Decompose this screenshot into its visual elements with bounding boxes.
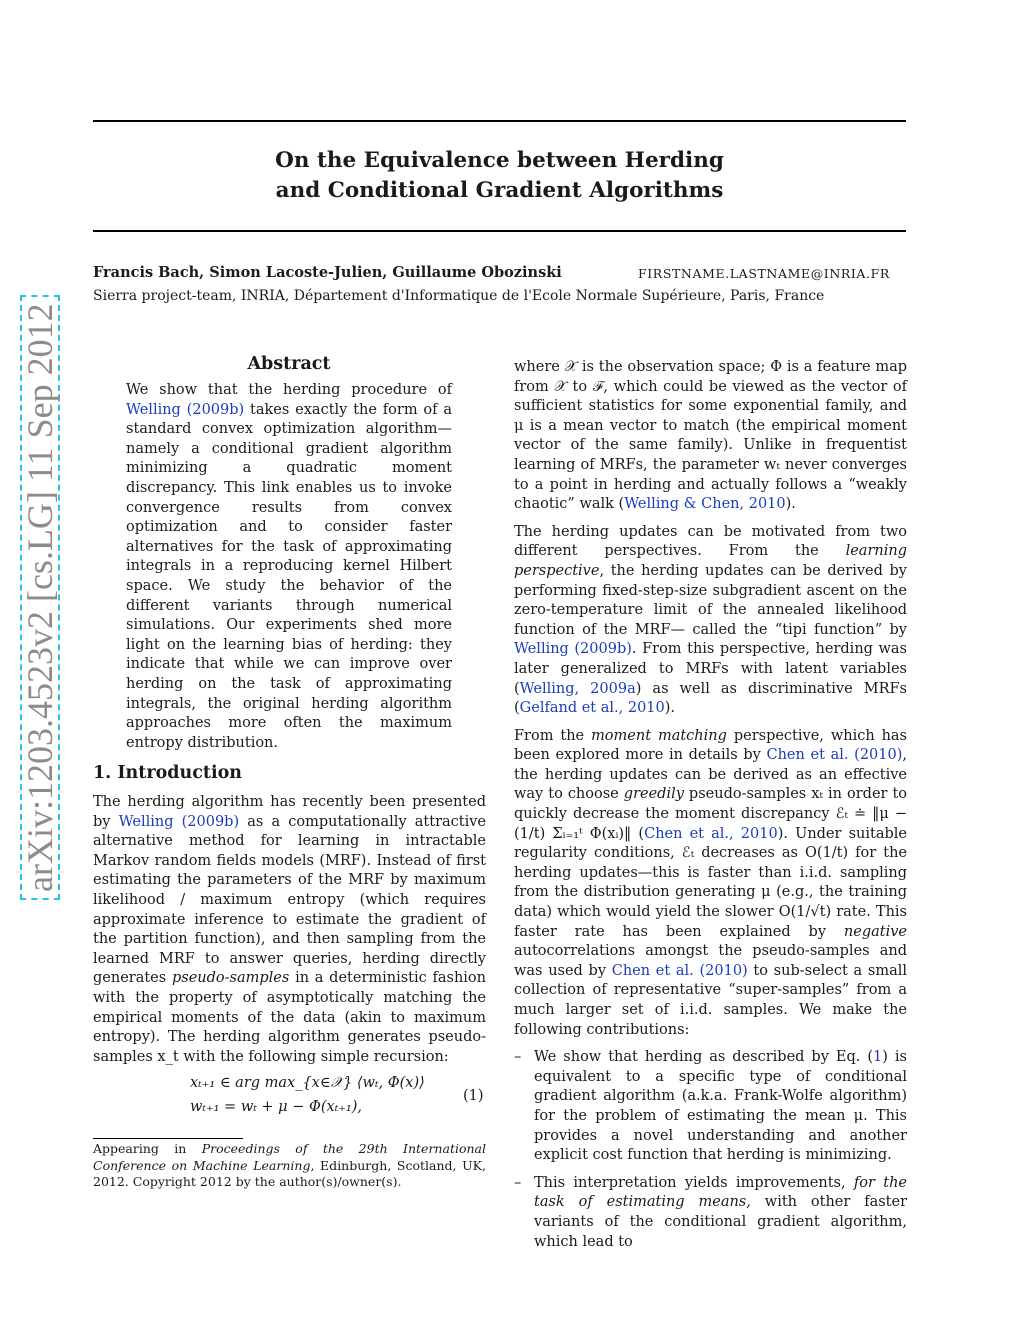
- citation-link[interactable]: Chen et al., 2010: [644, 825, 778, 842]
- text: From the: [514, 727, 585, 744]
- equation-link[interactable]: 1: [873, 1049, 883, 1066]
- citation-link[interactable]: Welling, 2009a: [519, 680, 636, 697]
- text: perspective, which has been explored more in details by: [514, 727, 908, 764]
- citation-link[interactable]: Chen et al. (2010): [766, 747, 903, 764]
- footnote-venue: Proceedings of the 29th International Conference on Machine Learning: [93, 1141, 486, 1173]
- list-dash: –: [514, 1174, 522, 1191]
- citation-link[interactable]: Gelfand et al., 2010: [519, 700, 665, 717]
- affiliation: Sierra project-team, INRIA, Département d'Informatique de l'Ecole Normale Supérieure, Paris, France: [93, 288, 825, 304]
- paragraph-1: [514, 358, 907, 515]
- equation-1: [190, 1071, 490, 1119]
- paragraph-2: [514, 523, 907, 719]
- equation-number: (1): [463, 1088, 484, 1104]
- footnote-prefix: Appearing in: [93, 1141, 187, 1156]
- intro-heading: 1. Introduction: [93, 763, 242, 783]
- footnote: [93, 1141, 486, 1191]
- text: . From this perspective, herding was later generalized to MRFs with latent variables (: [514, 641, 907, 697]
- contributions-list: [514, 1048, 907, 1252]
- text: where 𝒳 is the observation space; Φ is a feature map from 𝒳 to ℱ, which could be viewed as the vector of sufficient statistics for some exponential family, and μ is a mean vector to match (the empirical moment vector of the same family). Unlike in frequentist learning of MRFs, the parameter wₜ never converges to a point in herding and actually follows a “weakly chaotic” walk (: [514, 359, 907, 513]
- right-column: [514, 358, 907, 1260]
- title-line-2: and Conditional Gradient Algorithms: [275, 178, 724, 203]
- paragraph-3: [514, 727, 907, 1041]
- text: This interpretation yields improvements,: [534, 1174, 846, 1191]
- emphasis: learning perspective: [514, 543, 907, 579]
- text: ) is equivalent to a specific type of conditional gradient algorithm (a.k.a. Frank-Wolfe algorithm) for the problem of estimating the mean μ. This provides a novel understanding and another explicit cost function that herding is minimizing.: [534, 1049, 907, 1164]
- abstract-heading: Abstract: [247, 354, 331, 374]
- text: autocorrelations amongst the pseudo-samples and was used by: [514, 943, 907, 979]
- email: FIRSTNAME.LASTNAME@INRIA.FR: [638, 266, 890, 281]
- text: We show that herding as described by Eq. (: [534, 1049, 874, 1066]
- paper-title: [93, 146, 906, 206]
- arxiv-stamp: arXiv:1203.4523v2 [cs.LG] 11 Sep 2012: [20, 295, 60, 900]
- intro-body: [93, 793, 486, 1067]
- emphasis: moment matching: [591, 727, 727, 744]
- citation-link[interactable]: Chen et al. (2010): [611, 962, 748, 979]
- abstract-text-1: We show that the herding procedure of: [126, 382, 452, 398]
- text: ).: [664, 700, 676, 717]
- intro-text-1: The herding algorithm has recently been presented by: [93, 794, 486, 830]
- emphasis: greedily: [623, 786, 684, 803]
- citation-link[interactable]: Welling (2009b): [126, 401, 245, 418]
- text: ) as well as discriminative MRFs (: [514, 680, 907, 717]
- text: with other faster variants of the conditional gradient algorithm, which lead to: [534, 1194, 908, 1250]
- text: , the herding updates can be derived as an effective way to choose: [514, 747, 907, 803]
- emphasis: for the task of estimating means,: [534, 1174, 908, 1211]
- citation-link[interactable]: Welling & Chen, 2010: [624, 496, 786, 513]
- footnote-rule: [93, 1138, 243, 1139]
- citation-link[interactable]: Welling (2009b): [514, 641, 632, 658]
- abstract-text-2: takes exactly the form of a standard convex optimization algorithm— namely a conditional gradient algorithm minimizing a quadratic moment discrepancy. This link enables us to invoke convergence results from convex optimization and to consider faster alternatives for the task of approximating integrals in a reproducing kernel Hilbert space. We study the behavior of the different variants through numerical simulations. Our experiments shed more light on the learning bias of herding: they indicate that while we can improve over herding on the task of approximating integrals, the original herding algorithm approaches more often the maximum entropy distribution.: [126, 401, 453, 751]
- citation-link[interactable]: Welling (2009b): [118, 813, 240, 830]
- text: pseudo-samples xₜ in order to quickly decrease the moment discrepancy ℰₜ ≐ ‖μ − (1/t) Σᵢ₌₁ᵗ Φ(xᵢ)‖ (: [514, 786, 908, 842]
- title-line-1: On the Equivalence between Herding: [275, 148, 724, 173]
- list-item: [514, 1174, 907, 1252]
- abstract-body: [126, 381, 452, 753]
- list-dash: –: [514, 1049, 522, 1066]
- text: ).: [785, 496, 796, 513]
- title-bottom-rule: [93, 230, 906, 232]
- intro-emphasis: pseudo-samples: [171, 970, 290, 987]
- text: ). Under suitable regularity conditions, ℰₜ decreases as O(1/t) for the herding updates—this is faster than i.i.d. sampling from the distribution generating μ (e.g., the training data) which would yield the slower O(1/√t) rate. This faster rate has been explained by: [514, 825, 907, 940]
- emphasis: negative: [843, 923, 908, 940]
- title-top-rule: [93, 120, 906, 122]
- text: , the herding updates can be derived by performing fixed-step-size subgradient ascent on the zero-temperature limit of the annealed likelihood function of the MRF— called the “tipi function” by: [514, 562, 907, 638]
- footnote-suffix: , Edinburgh, Scotland, UK, 2012. Copyright 2012 by the author(s)/owner(s).: [93, 1157, 486, 1189]
- text: to sub-select a small collection of representative “super-samples” from a much larger set of i.i.d. samples. We make the following contributions:: [514, 962, 907, 1038]
- equation-line-2: wₜ₊₁ = wₜ + μ − Φ(xₜ₊₁),: [190, 1099, 362, 1115]
- equation-line-1: xₜ₊₁ ∈ arg max_{x∈𝒳} ⟨wₜ, Φ(x)⟩: [190, 1075, 425, 1091]
- authors: Francis Bach, Simon Lacoste-Julien, Guillaume Obozinski: [93, 264, 562, 281]
- intro-text-2: as a computationally attractive alternative method for learning in intractable Markov random fields models (MRF). Instead of first estimating the parameters of the MRF by maximum likelihood / maximum entropy (which requires approximate inference to estimate the gradient of the partition function), and then sampling from the learned MRF to answer queries, herding directly generates: [93, 813, 487, 987]
- intro-text-3: in a deterministic fashion with the property of asymptotically matching the empirical moments of the data (akin to maximum entropy). The herding algorithm generates pseudo-samples x_t with the following simple recursion:: [93, 970, 487, 1065]
- text: The herding updates can be motivated from two different perspectives. From the: [514, 523, 907, 560]
- list-item: [514, 1048, 907, 1166]
